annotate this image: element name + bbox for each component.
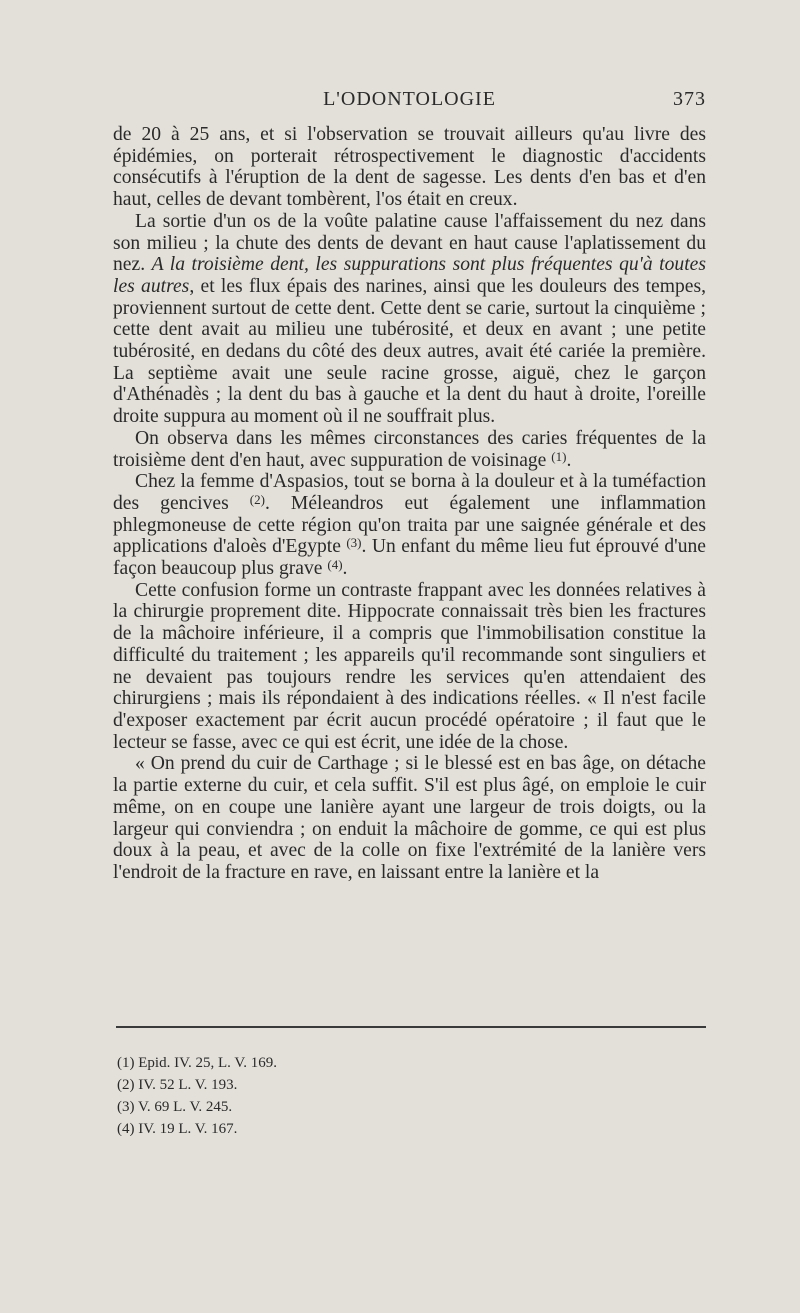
paragraph bbox=[113, 211, 706, 428]
page-number: 373 bbox=[673, 88, 706, 110]
paragraph bbox=[113, 124, 706, 211]
footnote: (4) IV. 19 L. V. 167. bbox=[117, 1121, 238, 1137]
footnote: (1) Epid. IV. 25, L. V. 169. bbox=[117, 1055, 278, 1071]
paragraph bbox=[113, 428, 706, 471]
footnote-reference: (3) bbox=[346, 535, 362, 551]
paragraph bbox=[113, 753, 706, 883]
footnotes bbox=[117, 1052, 277, 1140]
paragraph-text: La sortie d'un os de la voûte palatine cause l'affaissement du nez dans son milieu ; la chute des dents de devant en haut cause l'aplatissement du nez. bbox=[113, 210, 706, 276]
paragraph-text: . bbox=[342, 558, 348, 580]
page-header bbox=[113, 88, 706, 116]
paragraph bbox=[113, 471, 706, 580]
footnote-reference: (1) bbox=[551, 448, 567, 464]
italic-text: A la troisième dent, les suppurations sont plus fréquentes qu'à toutes les autres bbox=[113, 254, 706, 297]
paragraph bbox=[113, 580, 706, 754]
footnote-reference: (2) bbox=[249, 491, 265, 507]
footnote: (2) IV. 52 L. V. 193. bbox=[117, 1077, 238, 1093]
paragraph-text: de 20 à 25 ans, et si l'observation se trouvait ailleurs qu'au livre des épidémies, on porterait rétrospectivement le diagnostic d'accidents consécutifs à l'éruption de la dent de sagesse. Les dents d'en bas et d'en haut, celles de devant tombèrent, l'os était en creux. bbox=[113, 124, 706, 211]
footnote: (3) V. 69 L. V. 245. bbox=[117, 1099, 233, 1115]
paragraph-text: . Un enfant du même lieu fut éprouvé d'une façon beaucoup plus grave bbox=[113, 536, 706, 580]
paragraph-text: . bbox=[566, 449, 572, 471]
paragraph-text: , et les flux épais des narines, ainsi que les douleurs des tempes, proviennent surtout de cette dent. Cette dent se carie, surtout la cinquième ; cette dent avait au milieu une tubérosité, et deux en avant ; une petite tubérosité, en dedans du côté des deux autres, avait été cariée la première. La septième avait une seule racine grosse, aiguë, chez le garçon d'Athénadès ; la dent du bas à gauche et la dent du haut à droite, l'oreille droite suppura au moment où il ne souffrait plus. bbox=[113, 275, 707, 428]
footnote-reference: (4) bbox=[327, 557, 343, 573]
body-text bbox=[113, 124, 706, 884]
running-title: L'ODONTOLOGIE bbox=[323, 88, 496, 110]
paragraph-text: Cette confusion forme un contraste frappant avec les données relatives à la chirurgie proprement dite. Hippocrate connaissait très bien les fractures de la mâchoire inférieure, il a compris que l'immobilisation constitue la difficulté du traitement ; les appareils qu'il recommande sont singuliers et ne devaient pas toujours rendre les services qu'en attendaient des chirurgiens ; mais ils répondaient à des indications réelles. « Il n'est facile d'exposer exactement par écrit aucun procédé opératoire ; il faut que le lecteur se fasse, avec ce qui est écrit, une idée de la chose. bbox=[113, 579, 706, 753]
paragraph-text: On observa dans les mêmes circonstances des caries fréquentes de la troisième dent d'en haut, avec suppuration de voisinage bbox=[113, 427, 706, 471]
paragraph-text: . Méleandros eut également une inflammation phlegmoneuse de cette région qu'on traita par une saignée générale et des applications d'aloès d'Egypte bbox=[113, 492, 706, 558]
footnote-divider bbox=[116, 1026, 706, 1028]
paragraph-text: « On prend du cuir de Carthage ; si le blessé est en bas âge, on détache la partie externe du cuir, et cela suffit. S'il est plus âgé, on emploie le cuir même, on en coupe une lanière ayant une largeur de trois doigts, ou la largeur qui conviendra ; on enduit la mâchoire de gomme, ce qui est plus doux à la peau, et avec de la colle on fixe l'extrémité de la lanière vers l'endroit de la fracture en rave, en laissant entre la lanière et la bbox=[113, 753, 706, 883]
paragraph-text: Chez la femme d'Aspasios, tout se borna à la douleur et à la tuméfaction des gencives bbox=[113, 471, 706, 514]
